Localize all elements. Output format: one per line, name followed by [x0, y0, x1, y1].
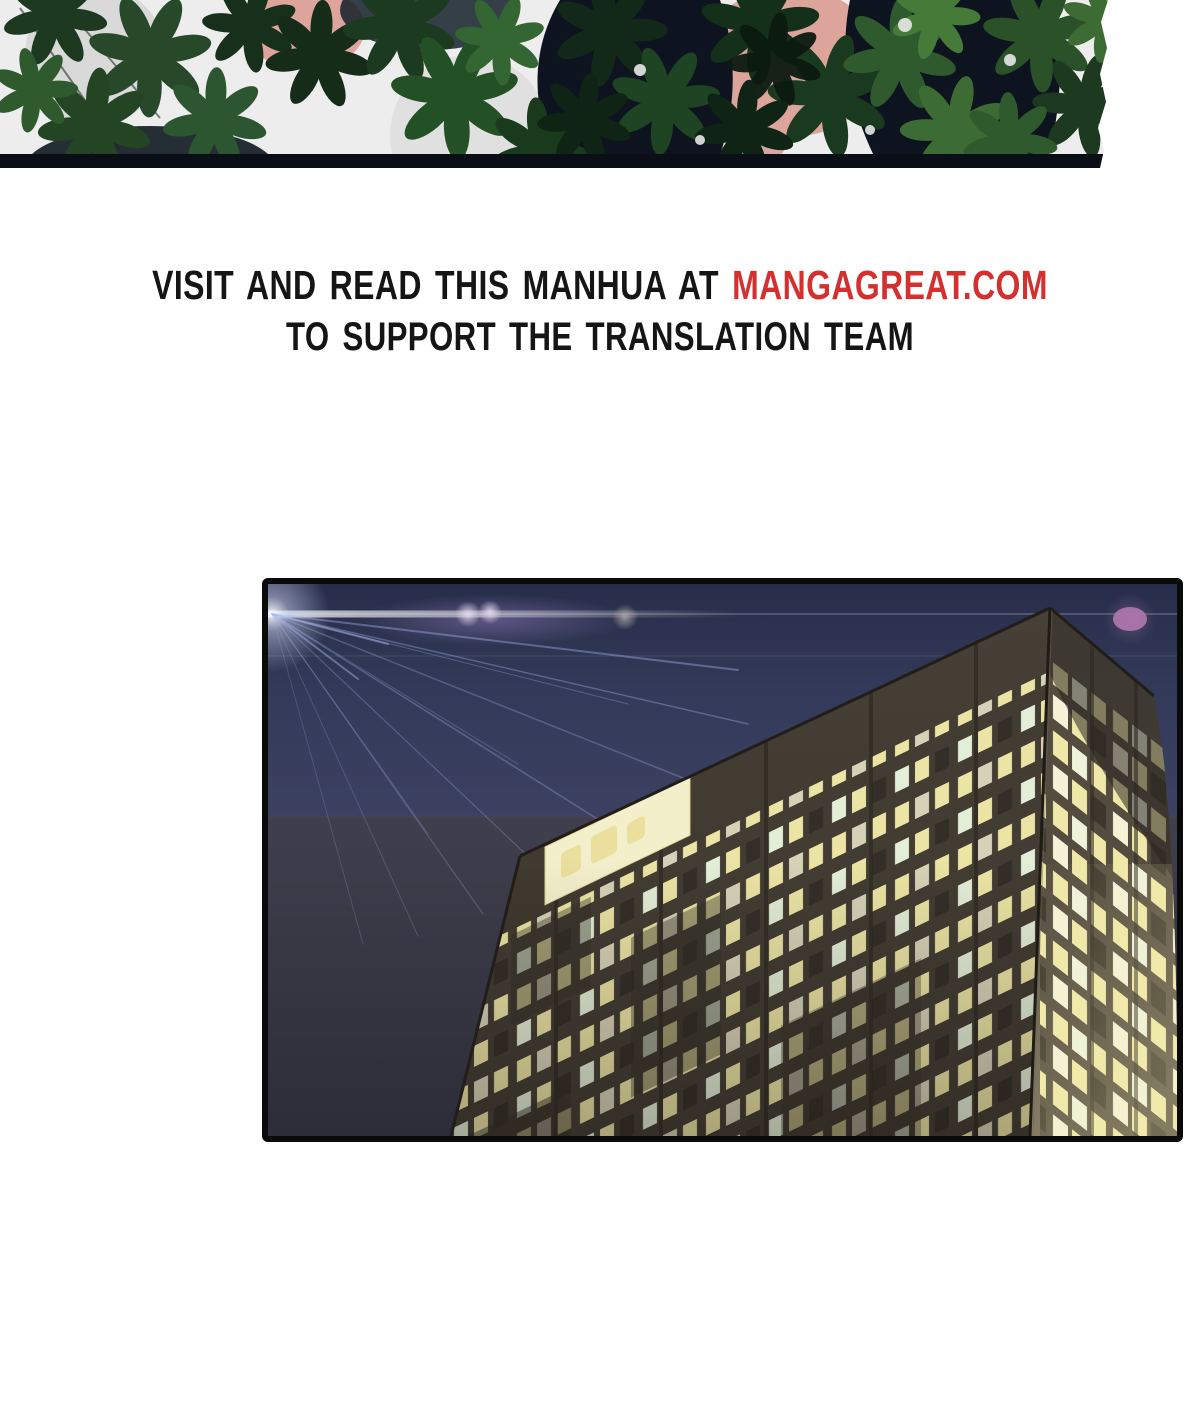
foliage-bottom-bar — [0, 154, 1110, 168]
foliage-artwork — [0, 0, 1110, 168]
notice-line-2: TO SUPPORT THE TRANSLATION TEAM — [285, 315, 914, 359]
notice-line-1 — [132, 262, 1068, 308]
site-name-text: MANGAGREAT.COM — [732, 262, 1048, 308]
night-building-artwork — [268, 584, 1177, 1136]
right-face-glow — [1028, 864, 1177, 1136]
notice-line-1-text: VISIT AND READ THIS MANHUA AT — [152, 262, 733, 308]
panel-foliage — [0, 0, 1110, 168]
moon-glow — [1104, 593, 1156, 645]
panel-building — [262, 578, 1183, 1142]
